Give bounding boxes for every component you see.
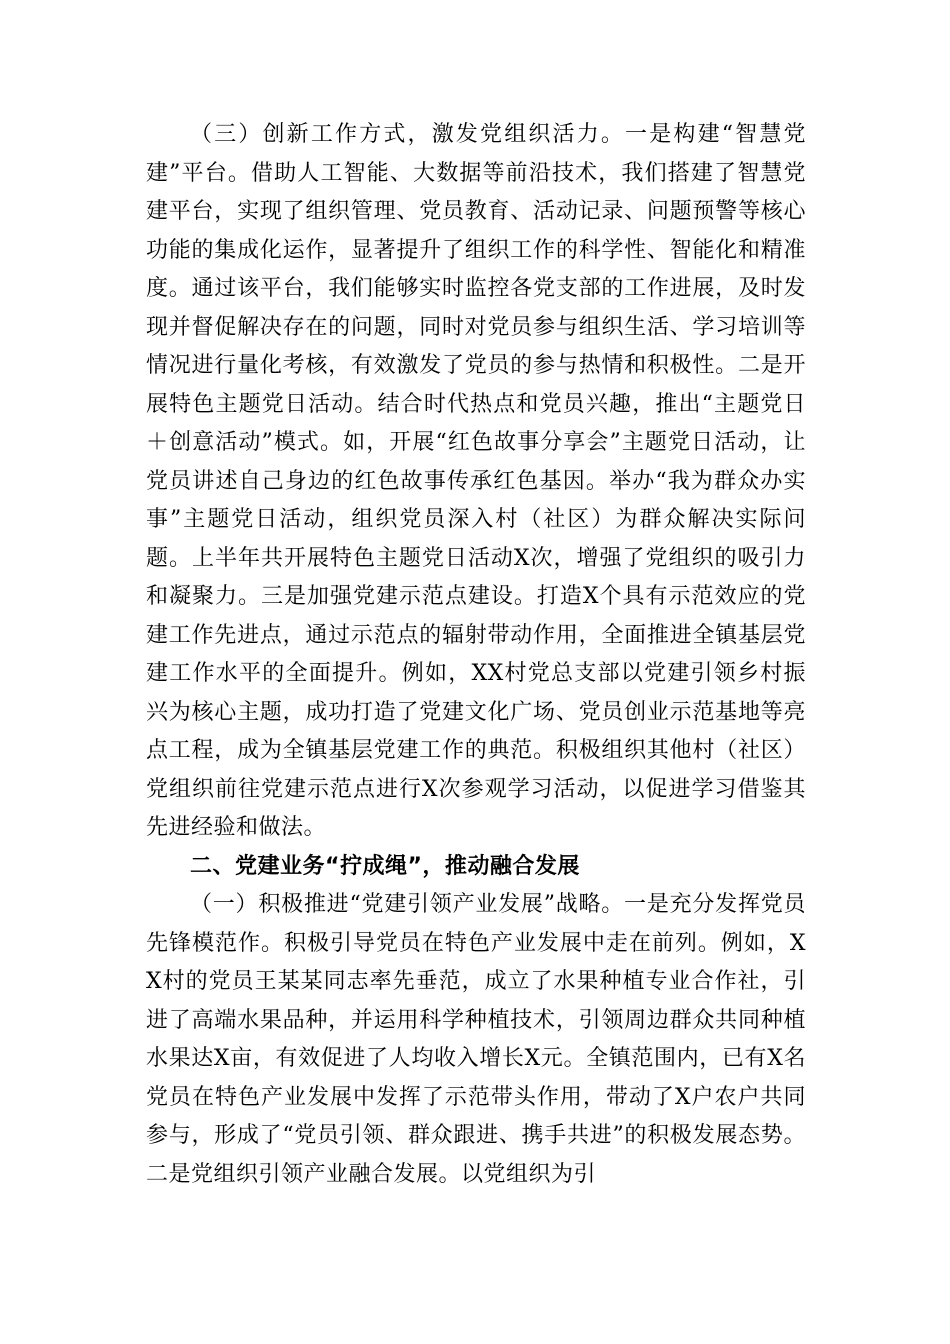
paragraph-innovation-methods: （三）创新工作方式，激发党组织活力。一是构建“智慧党建”平台。借助人工智能、大数据等前沿技术，我们搭建了智慧党建平台，实现了组织管理、党员教育、活动记录、问题预警等核心功能的集成化运作，显著提升了组织工作的科学性、智能化和精准度。通过该平台，我们能够实时监控各党支部的工作进展，及时发现并督促解决存在的问题，同时对党员参与组织生活、学习培训等情况进行量化考核，有效激发了党员的参与热情和积极性。二是开展特色主题党日活动。结合时代热点和党员兴趣，推出“主题党日＋创意活动”模式。如，开展“红色故事分享会”主题党日活动，让党员讲述自己身边的红色故事传承红色基因。举办“我为群众办实事”主题党日活动，组织党员深入村（社区）为群众解决实际问题。上半年共开展特色主题党日活动X次，增强了党组织的吸引力和凝聚力。三是加强党建示范点建设。打造X个具有示范效应的党建工作先进点，通过示范点的辐射带动作用，全面推进全镇基层党建工作水平的全面提升。例如，XX村党总支部以党建引领乡村振兴为核心主题，成功打造了党建文化广场、党员创业示范基地等亮点工程，成为全镇基层党建工作的典范。积极组织其他村（社区）党组织前往党建示范点进行X次参观学习活动，以促进学习借鉴其先进经验和做法。 [146,122,806,840]
section-heading-integration: 二、党建业务“拧成绳”，推动融合发展 [190,853,580,879]
document-body [146,116,806,1194]
paragraph-industry-development: （一）积极推进“党建引领产业发展”战略。一是充分发挥党员先锋模范作。积极引导党员在特色产业发展中走在前列。例如，XX村的党员王某某同志率先垂范，成立了水果种植专业合作社，引进了高端水果品种，并运用科学种植技术，引领周边群众共同种植水果达X亩，有效促进了人均收入增长X元。全镇范围内，已有X名党员在特色产业发展中发挥了示范带头作用，带动了X户农户共同参与，形成了“党员引领、群众跟进、携手共进”的积极发展态势。二是党组织引领产业融合发展。以党组织为引 [146,892,806,1187]
